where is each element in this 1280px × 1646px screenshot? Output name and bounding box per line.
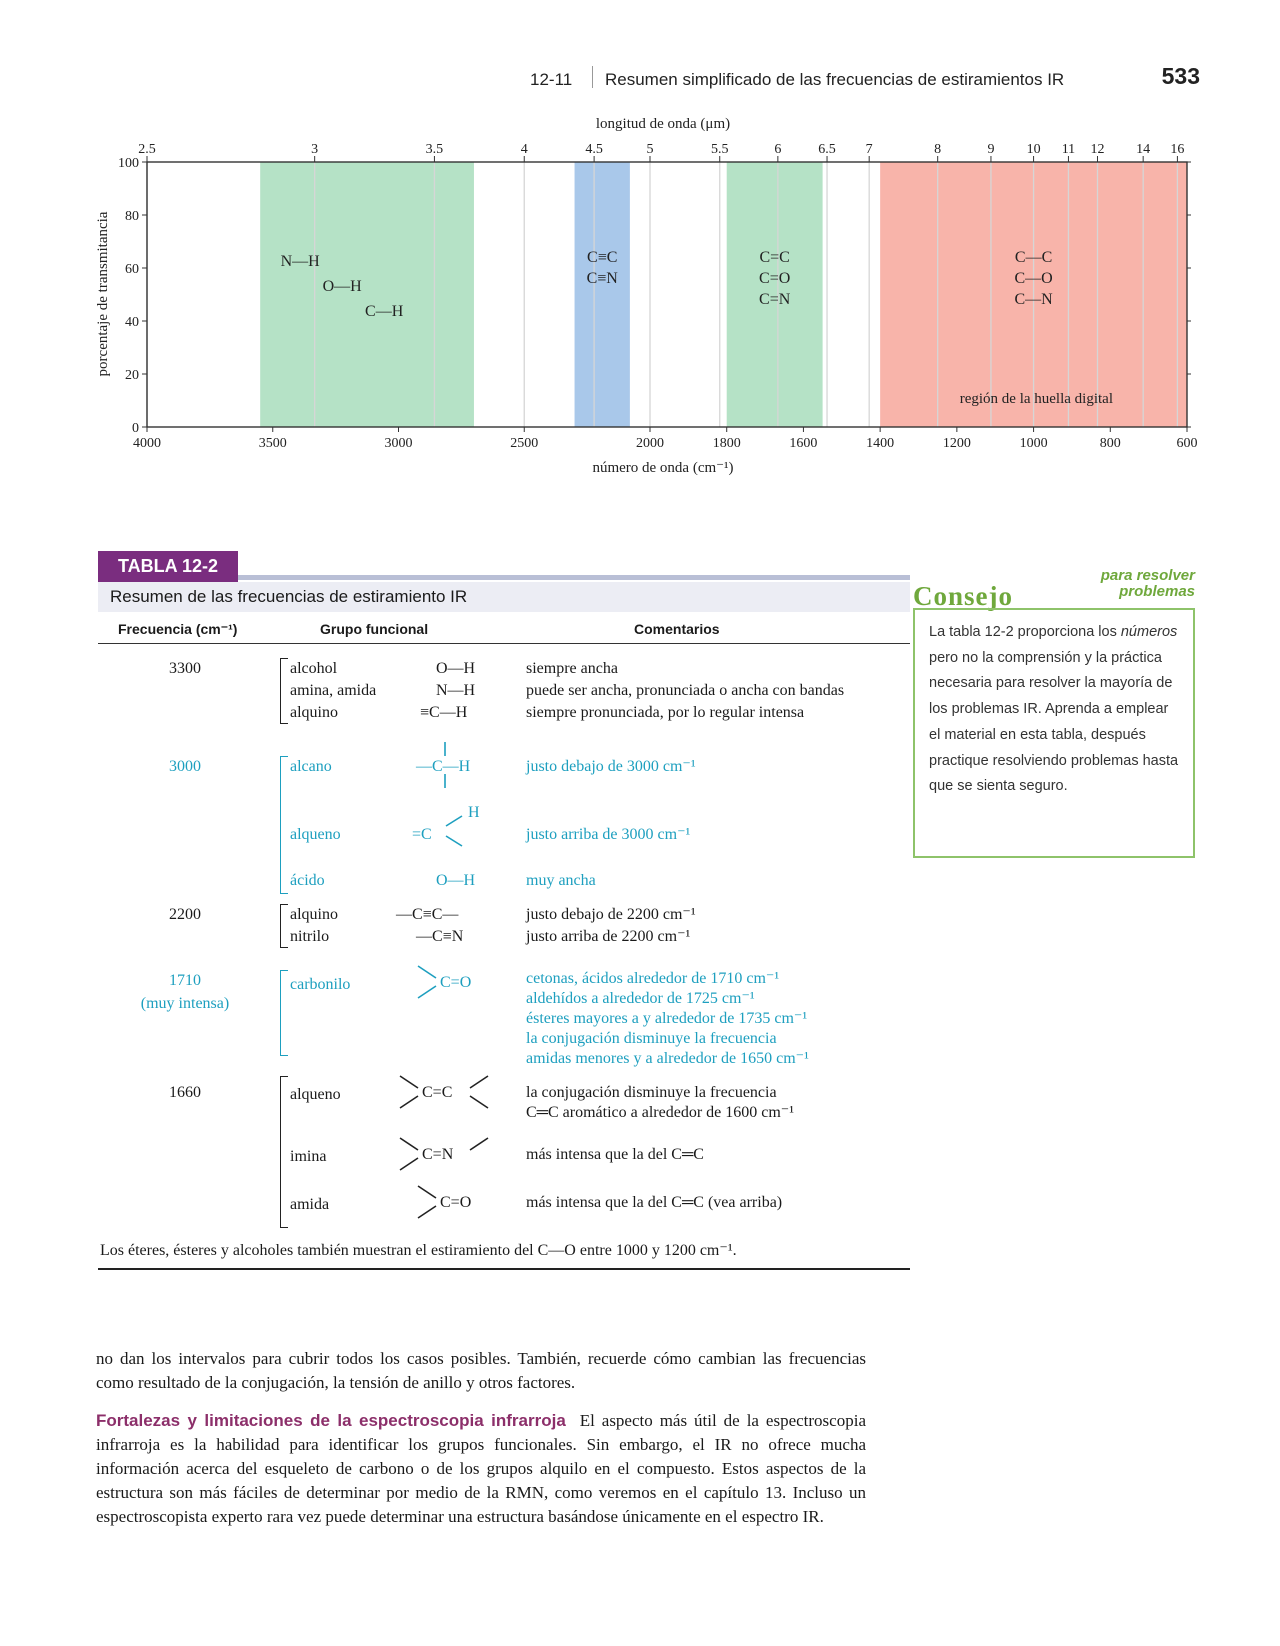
y-tick-label: 80 bbox=[125, 209, 139, 224]
top-tick-label: 5 bbox=[646, 142, 654, 157]
bracket-1660 bbox=[280, 1076, 288, 1228]
bracket-3000 bbox=[280, 756, 288, 894]
table-tab: TABLA 12-2 bbox=[98, 551, 238, 582]
y-tick-label: 0 bbox=[132, 421, 139, 436]
y-tick-label: 40 bbox=[125, 315, 139, 330]
comment-carbonilo-2: aldehídos a alrededor de 1725 cm⁻¹ bbox=[526, 990, 755, 1007]
group-alquino-2: alquino bbox=[290, 906, 338, 923]
header-grupo: Grupo funcional bbox=[320, 621, 429, 637]
formula-acid-oh: O—H bbox=[436, 872, 476, 889]
bracket-3300 bbox=[280, 658, 288, 724]
consejo-subtitle bbox=[1060, 568, 1195, 600]
formula-alkyne: —C≡C— bbox=[396, 906, 459, 923]
y-tick-label: 100 bbox=[118, 156, 139, 171]
group-alqueno: alqueno bbox=[290, 826, 341, 843]
bracket-2200 bbox=[280, 904, 288, 948]
formula-alkene-ch: =C bbox=[412, 826, 432, 843]
comment-alqueno-2b: C═C aromático a alrededor de 1600 cm⁻¹ bbox=[526, 1104, 795, 1121]
group-imina: imina bbox=[290, 1148, 327, 1165]
consejo-subtitle-2: problemas bbox=[1119, 583, 1195, 600]
top-tick-label: 2.5 bbox=[138, 142, 156, 157]
group-alcano: alcano bbox=[290, 758, 332, 775]
x-tick-label: 1400 bbox=[866, 436, 895, 451]
comment-alqueno: justo arriba de 3000 cm⁻¹ bbox=[526, 826, 691, 843]
paragraph-2-text: El aspecto más útil de la espectroscopia infrarroja es la habilidad para identificar los grupos funcionales. Sin embargo, el IR no ofrece mucha información acerca del esqueleto de carbono o de los grupos alquilo en el compuesto. Estos aspectos de la estructura son más fáciles de determinar por medio de la RMN, como veremos en el capítulo 13. Incluso un espectroscopista experto rara vez puede determinar una estructura basándose únicamente en el espectro IR. bbox=[96, 1411, 866, 1526]
top-tick-label: 7 bbox=[865, 142, 873, 157]
top-tick-label: 4 bbox=[520, 142, 528, 157]
bond-label: C—C bbox=[1014, 249, 1053, 266]
group-amida: amida bbox=[290, 1196, 330, 1213]
comment-imina: más intensa que la del C═C bbox=[526, 1146, 704, 1163]
top-tick-label: 11 bbox=[1061, 142, 1076, 157]
bond-label: C≡C bbox=[587, 249, 618, 266]
group-alqueno-2: alqueno bbox=[290, 1086, 341, 1103]
bond-label: C=N bbox=[759, 291, 791, 308]
formula-carbonyl: C=O bbox=[440, 974, 472, 991]
group-nitrilo: nitrilo bbox=[290, 928, 330, 945]
bond-label: C=C bbox=[759, 249, 790, 266]
page-number: 533 bbox=[1161, 63, 1200, 89]
header-frecuencia: Frecuencia (cm⁻¹) bbox=[118, 621, 238, 637]
x-tick-label: 4000 bbox=[133, 436, 161, 451]
consejo-text-emphasis: números bbox=[1120, 624, 1178, 640]
bond-label: C—H bbox=[365, 303, 404, 320]
consejo-text-2: pero no la comprensión y la práctica necesaria para resolver la mayoría de los problemas IR. Aprenda a emplear el material en esta tabla, después practique resolviendo problemas hasta que se sienta seguro. bbox=[929, 649, 1179, 795]
group-carbonilo: carbonilo bbox=[290, 976, 351, 993]
x-tick-label: 600 bbox=[1176, 436, 1198, 451]
group-acido: ácido bbox=[290, 872, 325, 889]
comment-acido: muy ancha bbox=[526, 872, 596, 889]
comment-carbonilo-4: la conjugación disminuye la frecuencia bbox=[526, 1030, 777, 1047]
comment-alcohol: siempre ancha bbox=[526, 660, 618, 677]
x-tick-label: 1600 bbox=[789, 436, 818, 451]
x-tick-label: 2500 bbox=[510, 436, 539, 451]
x-tick-label: 1200 bbox=[942, 436, 971, 451]
top-tick-label: 6 bbox=[774, 142, 782, 157]
fingerprint-label: región de la huella digital bbox=[959, 391, 1113, 407]
formula-oh: O—H bbox=[436, 660, 476, 677]
comment-alqueno-2a: la conjugación disminuye la frecuencia bbox=[526, 1084, 777, 1101]
ir-frequency-chart bbox=[90, 110, 1210, 490]
freq-1710-note: (muy intensa) bbox=[140, 995, 230, 1012]
consejo-box bbox=[913, 608, 1195, 858]
group-amina: amina, amida bbox=[290, 682, 377, 699]
top-axis-label: longitud de onda (μm) bbox=[595, 116, 731, 132]
freq-3300: 3300 bbox=[169, 660, 201, 677]
bond-label: O—H bbox=[322, 278, 362, 295]
top-tick-label: 14 bbox=[1136, 142, 1151, 157]
x-tick-label: 800 bbox=[1099, 436, 1121, 451]
formula-nitrile: —C≡N bbox=[416, 928, 464, 945]
freq-3000: 3000 bbox=[169, 758, 201, 775]
top-tick-label: 16 bbox=[1170, 142, 1185, 157]
x-tick-label: 3000 bbox=[384, 436, 413, 451]
formula-alkane-ch: —C—H bbox=[416, 758, 471, 775]
top-tick-label: 5.5 bbox=[710, 142, 729, 157]
comment-carbonilo-1: cetonas, ácidos alrededor de 1710 cm⁻¹ bbox=[526, 970, 780, 987]
table-header-row bbox=[98, 613, 910, 644]
top-tick-label: 6.5 bbox=[818, 142, 836, 157]
comment-alcano: justo debajo de 3000 cm⁻¹ bbox=[526, 758, 696, 775]
top-tick-label: 12 bbox=[1090, 142, 1105, 157]
y-tick-label: 20 bbox=[125, 368, 139, 383]
section-title: Resumen simplificado de las frecuencias de estiramientos IR bbox=[605, 70, 1065, 89]
formula-imine: C=N bbox=[422, 1146, 454, 1163]
header-comentarios: Comentarios bbox=[634, 621, 720, 637]
formula-alkene: C=C bbox=[422, 1084, 453, 1101]
group-alquino: alquino bbox=[290, 704, 338, 721]
table-top-rule bbox=[238, 575, 910, 580]
comment-alquino: siempre pronunciada, por lo regular intensa bbox=[526, 704, 805, 721]
bond-label: C≡N bbox=[586, 270, 618, 287]
y-axis-label: porcentaje de transmitancia bbox=[95, 211, 111, 377]
bond-label: C—O bbox=[1014, 270, 1053, 287]
section-number: 12-11 bbox=[530, 70, 573, 89]
comment-amina: puede ser ancha, pronunciada o ancha con bandas bbox=[526, 682, 845, 699]
alkene-h-structure bbox=[440, 806, 490, 856]
comment-amida: más intensa que la del C═C (vea arriba) bbox=[526, 1194, 783, 1211]
comment-nitrilo: justo arriba de 2200 cm⁻¹ bbox=[526, 928, 691, 945]
freq-1710: 1710 bbox=[169, 972, 201, 989]
bond-label: N—H bbox=[280, 253, 320, 270]
running-head bbox=[530, 62, 1200, 92]
formula-amide: C=O bbox=[440, 1194, 472, 1211]
top-tick-label: 9 bbox=[987, 142, 995, 157]
top-tick-label: 10 bbox=[1026, 142, 1041, 157]
freq-1660: 1660 bbox=[169, 1084, 201, 1101]
formula-alkyne-ch: ≡C—H bbox=[420, 704, 468, 721]
consejo-text-1: La tabla 12-2 proporciona los bbox=[929, 624, 1121, 640]
bond-label: C=O bbox=[759, 270, 791, 287]
x-tick-label: 3500 bbox=[258, 436, 287, 451]
top-tick-label: 3.5 bbox=[425, 142, 444, 157]
comment-carbonilo-5: amidas menores y a alrededor de 1650 cm⁻¹ bbox=[526, 1050, 809, 1067]
section-heading: Fortalezas y limitaciones de la espectroscopia infrarroja bbox=[96, 1411, 566, 1430]
formula-nh: N—H bbox=[436, 682, 476, 699]
consejo-title: Consejo bbox=[913, 581, 1013, 611]
header-divider bbox=[592, 66, 593, 88]
x-tick-label: 1000 bbox=[1019, 436, 1048, 451]
comment-alquino-2: justo debajo de 2200 cm⁻¹ bbox=[526, 906, 696, 923]
freq-2200: 2200 bbox=[169, 906, 201, 923]
x-tick-label: 1800 bbox=[712, 436, 741, 451]
x-axis-label: número de onda (cm⁻¹) bbox=[592, 460, 734, 476]
bond-label: C—N bbox=[1014, 291, 1053, 308]
comment-carbonilo-3: ésteres mayores a y alrededor de 1735 cm⁻¹ bbox=[526, 1010, 808, 1027]
region-1 bbox=[575, 162, 630, 427]
table-bottom-rule bbox=[98, 1268, 910, 1270]
top-tick-label: 3 bbox=[311, 142, 319, 157]
table-caption: Resumen de las frecuencias de estiramiento IR bbox=[98, 582, 910, 612]
consejo-subtitle-1: para resolver bbox=[1100, 567, 1195, 584]
paragraph-2 bbox=[96, 1409, 866, 1529]
top-tick-label: 4.5 bbox=[585, 142, 603, 157]
paragraph-1: no dan los intervalos para cubrir todos los casos posibles. También, recuerde cómo cambian las frecuencias como resultado de la conjugación, la tensión de anillo y otros factores. bbox=[96, 1349, 866, 1392]
bracket-1710 bbox=[280, 970, 288, 1056]
x-tick-label: 2000 bbox=[636, 436, 664, 451]
top-tick-label: 8 bbox=[934, 142, 942, 157]
alkene-h-atom: H bbox=[468, 804, 480, 821]
table-footnote: Los éteres, ésteres y alcoholes también muestran el estiramiento del C—O entre 1000 y 1200 cm⁻¹. bbox=[100, 1242, 737, 1259]
y-tick-label: 60 bbox=[125, 262, 139, 277]
group-alcohol: alcohol bbox=[290, 660, 338, 677]
region-0 bbox=[260, 162, 474, 427]
